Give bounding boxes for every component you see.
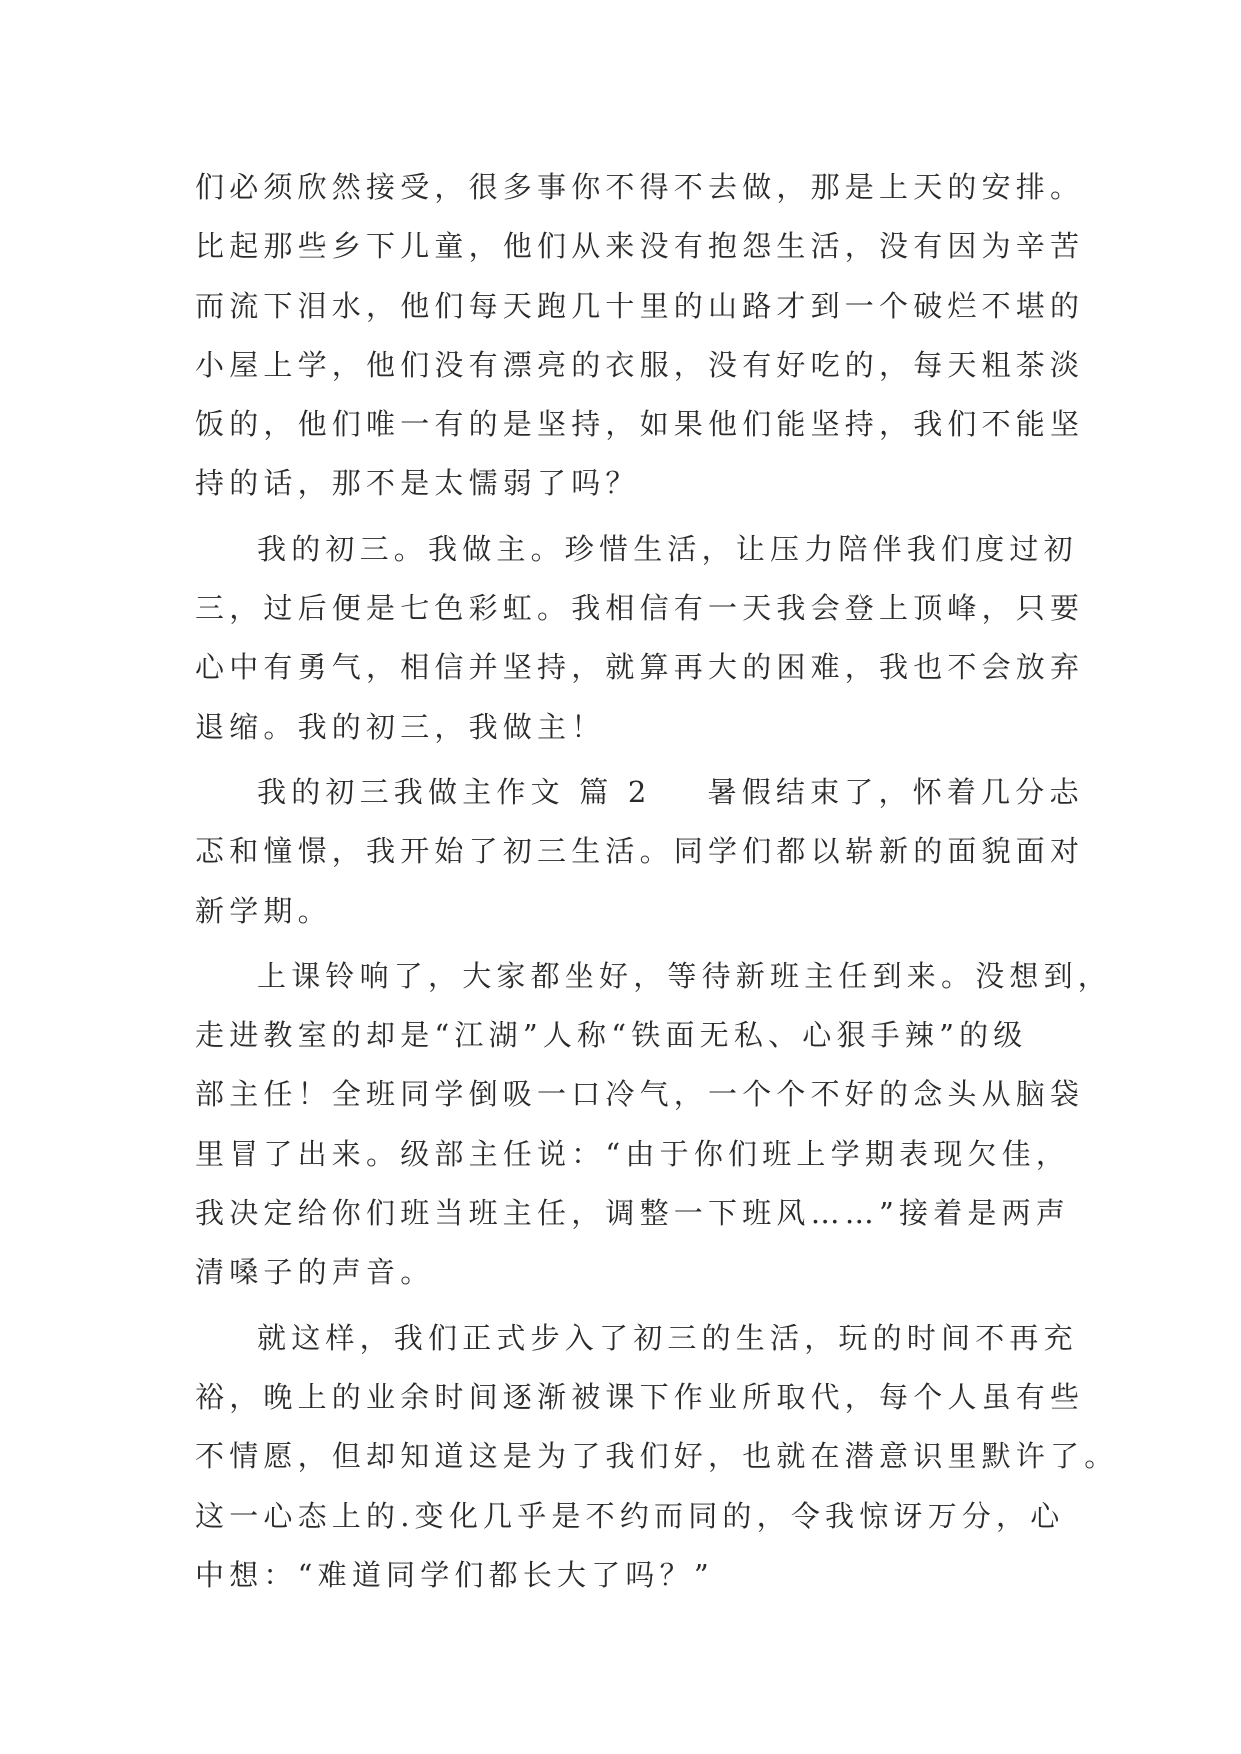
text-line: 部主任！全班同学倒吸一口冷气，一个个不好的念头从脑袋 bbox=[195, 1077, 1085, 1112]
paragraph-start-line: 我的初三。我做主。珍惜生活，让压力陪伴我们度过初 bbox=[257, 531, 1078, 566]
text-line: 中想：“难道同学们都长大了吗？” bbox=[195, 1557, 714, 1592]
text-line: 饭的，他们唯一有的是坚持，如果他们能坚持，我们不能坚 bbox=[195, 407, 1085, 442]
text-line: 这一心态上的.变化几乎是不约而同的，令我惊讶万分，心 bbox=[195, 1498, 1065, 1533]
text-line: 不情愿，但却知道这是为了我们好，也就在潜意识里默许了。 bbox=[195, 1439, 1119, 1474]
section-heading-line bbox=[195, 763, 1084, 822]
text-line: 而流下泪水，他们每天跑几十里的山路才到一个破烂不堪的 bbox=[195, 288, 1085, 323]
text-line: 忑和憧憬，我开始了初三生活。同学们都以崭新的面貌面对 bbox=[195, 834, 1085, 869]
text-line: 走进教室的却是“江湖”人称“铁面无私、心狠手辣”的级 bbox=[195, 1018, 1028, 1053]
text-line: 清嗓子的声音。 bbox=[195, 1255, 435, 1290]
text-line: 们必须欣然接受，很多事你不得不去做，那是上天的安排。 bbox=[195, 170, 1085, 204]
body-text bbox=[195, 158, 1119, 1605]
text-line: 持的话，那不是太懦弱了吗？ bbox=[195, 466, 640, 501]
text-line: 里冒了出来。级部主任说：“由于你们班上学期表现欠佳， bbox=[195, 1136, 1071, 1171]
text-line: 小屋上学，他们没有漂亮的衣服，没有好吃的，每天粗茶淡 bbox=[195, 347, 1085, 382]
text-line: 三，过后便是七色彩虹。我相信有一天我会登上顶峰，只要 bbox=[195, 591, 1085, 626]
section-heading: 我的初三我做主作文 篇 2 bbox=[257, 774, 652, 809]
text-line: 新学期。 bbox=[195, 893, 332, 928]
text-line: 心中有勇气，相信并坚持，就算再大的困难，我也不会放弃 bbox=[195, 650, 1085, 685]
text-line: 暑假结束了，怀着几分忐 bbox=[707, 774, 1084, 809]
paragraph-start-line: 上课铃响了，大家都坐好，等待新班主任到来。没想到， bbox=[257, 958, 1113, 993]
text-line: 我决定给你们班当班主任，调整一下班风……”接着是两声 bbox=[195, 1196, 1071, 1231]
text-line: 裕，晚上的业余时间逐渐被课下作业所取代，每个人虽有些 bbox=[195, 1379, 1085, 1414]
text-line: 比起那些乡下儿童，他们从来没有抱怨生活，没有因为辛苦 bbox=[195, 229, 1085, 264]
text-line: 退缩。我的初三，我做主！ bbox=[195, 709, 606, 744]
paragraph-start-line: 就这样，我们正式步入了初三的生活，玩的时间不再充 bbox=[257, 1320, 1078, 1355]
